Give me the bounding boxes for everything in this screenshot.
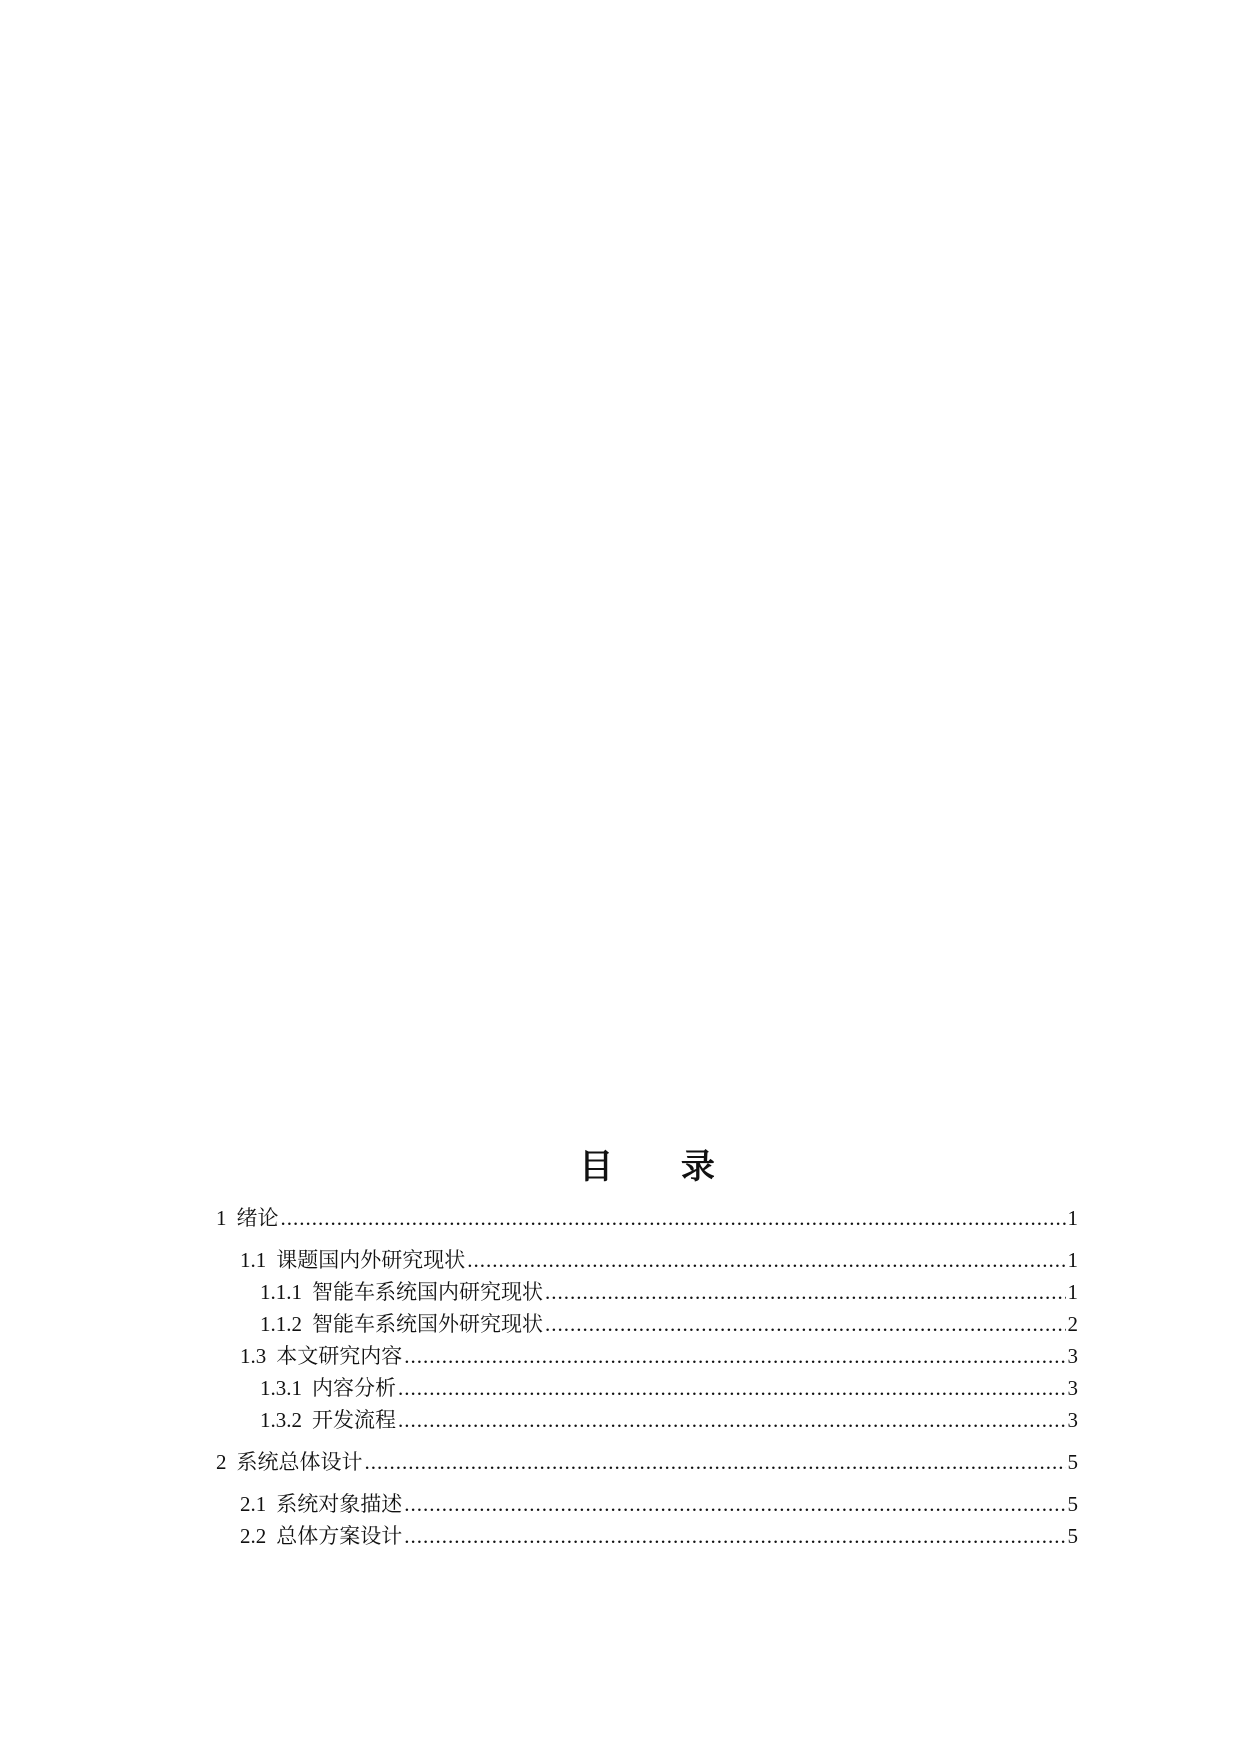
toc-entry[interactable] bbox=[216, 1244, 1078, 1276]
toc-entry-page: 5 bbox=[1067, 1524, 1078, 1548]
toc-entry-title: 智能车系统国外研究现状 bbox=[312, 1312, 543, 1336]
toc-entry-page: 3 bbox=[1067, 1376, 1078, 1400]
toc-entry[interactable] bbox=[216, 1488, 1078, 1520]
toc-entry[interactable] bbox=[216, 1372, 1078, 1404]
toc-entry[interactable] bbox=[216, 1340, 1078, 1372]
toc-entry-number: 2.2 bbox=[240, 1524, 267, 1548]
toc-entry[interactable] bbox=[216, 1308, 1078, 1340]
toc-entry-page: 1 bbox=[1067, 1206, 1078, 1230]
toc-entry-title: 智能车系统国内研究现状 bbox=[312, 1280, 543, 1304]
toc-leader-dots bbox=[545, 1308, 1066, 1340]
toc-entry-number: 2 bbox=[216, 1450, 227, 1474]
toc-leader-dots bbox=[467, 1244, 1065, 1276]
toc-leader-dots bbox=[365, 1446, 1066, 1478]
toc-leader-dots bbox=[398, 1372, 1066, 1404]
toc-leader-dots bbox=[404, 1520, 1065, 1552]
toc-entry[interactable] bbox=[216, 1520, 1078, 1552]
toc-entry[interactable] bbox=[216, 1404, 1078, 1436]
toc-entry-number: 1.3 bbox=[240, 1344, 267, 1368]
toc-entry-page: 5 bbox=[1067, 1450, 1078, 1474]
toc-entry-page: 1 bbox=[1067, 1248, 1078, 1272]
toc-entry-title: 课题国内外研究现状 bbox=[276, 1248, 466, 1272]
toc-entry-number: 1.1 bbox=[240, 1248, 267, 1272]
toc-entry-number: 1.1.1 bbox=[260, 1280, 302, 1304]
toc-entry-page: 3 bbox=[1067, 1408, 1078, 1432]
toc-leader-dots bbox=[281, 1202, 1066, 1234]
toc-entry-page: 2 bbox=[1067, 1312, 1078, 1336]
toc-entry-title: 绪论 bbox=[236, 1206, 279, 1230]
toc-entry-title: 开发流程 bbox=[312, 1408, 396, 1432]
toc-entry-number: 1.3.2 bbox=[260, 1408, 302, 1432]
toc-entry-page: 5 bbox=[1067, 1492, 1078, 1516]
toc-entry-page: 3 bbox=[1067, 1344, 1078, 1368]
toc-entry-title: 系统总体设计 bbox=[236, 1450, 363, 1474]
toc-title: 目 录 bbox=[579, 1147, 743, 1187]
toc-entry-page: 1 bbox=[1067, 1280, 1078, 1304]
toc-entry-number: 1 bbox=[216, 1206, 227, 1230]
toc-entry-number: 1.3.1 bbox=[260, 1376, 302, 1400]
toc-entry-number: 2.1 bbox=[240, 1492, 267, 1516]
toc-entry-title: 总体方案设计 bbox=[276, 1524, 403, 1548]
toc-entry-number: 1.1.2 bbox=[260, 1312, 302, 1336]
toc-entry[interactable] bbox=[216, 1202, 1078, 1234]
toc-entry-title: 系统对象描述 bbox=[276, 1492, 403, 1516]
toc-leader-dots bbox=[398, 1404, 1066, 1436]
toc-entry[interactable] bbox=[216, 1446, 1078, 1478]
toc-leader-dots bbox=[404, 1488, 1065, 1520]
table-of-contents bbox=[216, 1147, 1078, 1552]
toc-leader-dots bbox=[545, 1276, 1066, 1308]
toc-entry-title: 本文研究内容 bbox=[276, 1344, 403, 1368]
toc-entry[interactable] bbox=[216, 1276, 1078, 1308]
toc-entry-title: 内容分析 bbox=[312, 1376, 396, 1400]
toc-leader-dots bbox=[404, 1340, 1065, 1372]
